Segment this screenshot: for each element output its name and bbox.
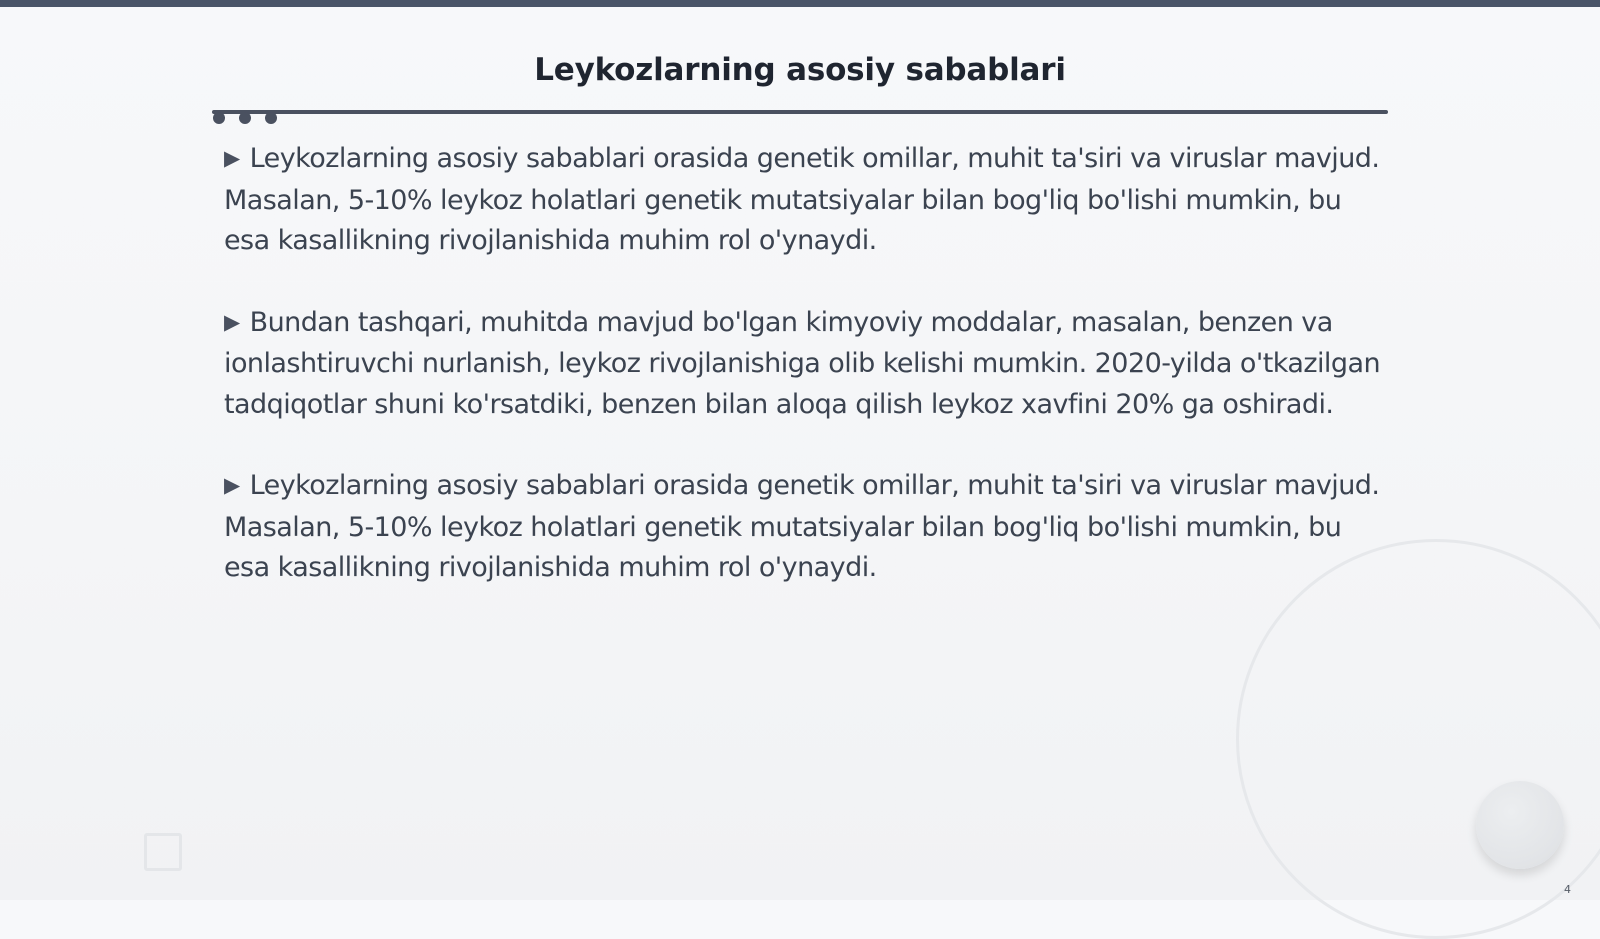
underline-dot-1 bbox=[213, 112, 225, 124]
top-accent-bar bbox=[0, 0, 1600, 7]
title-underline bbox=[212, 110, 1388, 114]
play-triangle-icon: ▶ bbox=[224, 146, 240, 170]
underline-dot-3 bbox=[265, 112, 277, 124]
square-outline-icon bbox=[144, 833, 182, 871]
bullet-item bbox=[224, 303, 1394, 426]
bullet-item bbox=[224, 466, 1394, 589]
play-triangle-icon: ▶ bbox=[224, 473, 240, 497]
bullet-text: Leykozlarning asosiy sabablari orasida genetik omillar, muhit ta'siri va viruslar mavjud. Masalan, 5-10% leykoz holatlari genetik mutatsiyalar bilan bog'liq bo'lishi mumkin, bu esa kasallikning rivojlanishida muhim rol o'ynaydi. bbox=[224, 143, 1380, 256]
underline-dot-2 bbox=[239, 112, 251, 124]
slide-title: Leykozlarning asosiy sabablari bbox=[534, 52, 1066, 88]
page-number: 4 bbox=[1564, 883, 1571, 896]
sphere-icon bbox=[1476, 781, 1564, 869]
bullet-text: Leykozlarning asosiy sabablari orasida genetik omillar, muhit ta'siri va viruslar mavjud. Masalan, 5-10% leykoz holatlari genetik mutatsiyalar bilan bog'liq bo'lishi mumkin, bu esa kasallikning rivojlanishida muhim rol o'ynaydi. bbox=[224, 470, 1380, 583]
slide-body bbox=[224, 139, 1394, 630]
bullet-item bbox=[224, 139, 1394, 262]
bullet-text: Bundan tashqari, muhitda mavjud bo'lgan kimyoviy moddalar, masalan, benzen va ionlashtiruvchi nurlanish, leykoz rivojlanishiga olib kelishi mumkin. 2020-yilda o'tkazilgan tadqiqotlar shuni ko'rsatdiki, benzen bilan aloqa qilish leykoz xavfini 20% ga oshiradi. bbox=[224, 306, 1381, 420]
play-triangle-icon: ▶ bbox=[224, 309, 240, 334]
